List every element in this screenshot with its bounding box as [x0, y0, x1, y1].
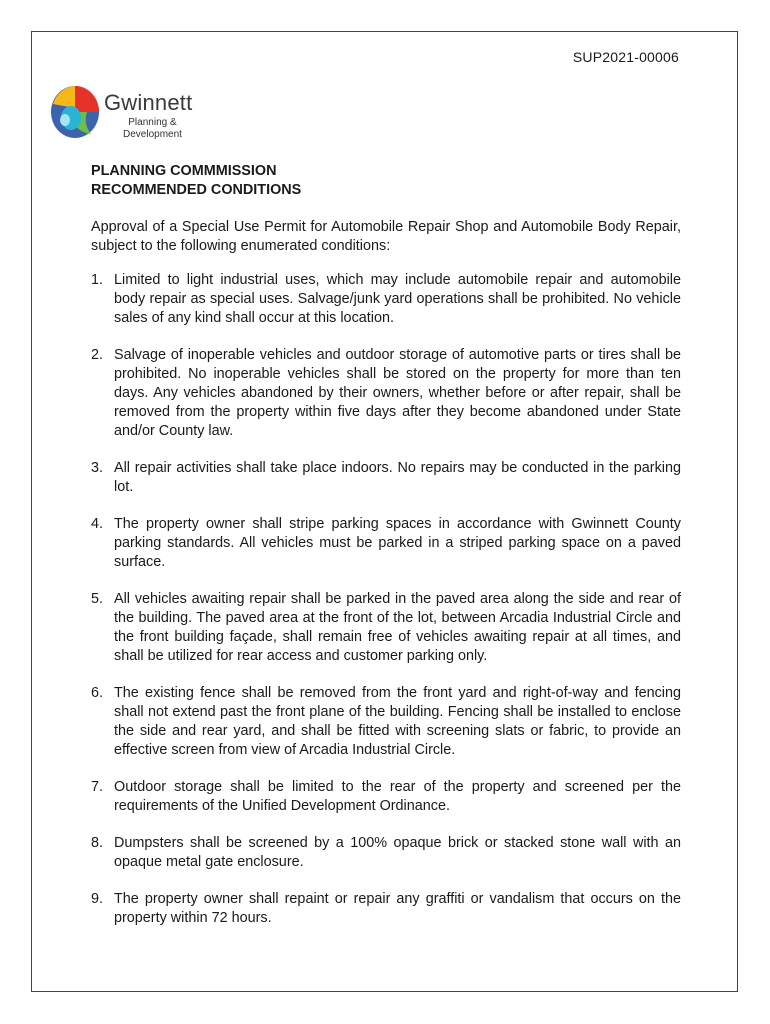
condition-number: 3. — [91, 460, 104, 476]
logo-name: Gwinnett — [104, 90, 193, 115]
condition-text: All vehicles awaiting repair shall be parked in the paved area along the side and rear of the building. The paved area at the front of the lot, between Arcadia Industrial Circle and the front building façade, shall remain free of vehicles awaiting repair at all times, and shall be utilized for rear access and customer parking only. — [114, 591, 681, 664]
condition-item — [91, 346, 681, 441]
logo-subtitle-line2: Development — [123, 129, 182, 140]
condition-number: 7. — [91, 779, 104, 795]
condition-number: 1. — [91, 272, 104, 288]
document-page — [31, 31, 738, 992]
document-body — [91, 162, 681, 946]
condition-text: All repair activities shall take place indoors. No repairs may be conducted in the parking lot. — [114, 460, 681, 495]
condition-text: Outdoor storage shall be limited to the rear of the property and screened per the requirements of the Unified Development Ordinance. — [114, 779, 681, 814]
condition-item — [91, 890, 681, 928]
case-number: SUP2021-00006 — [572, 49, 679, 65]
gwinnett-logo-icon — [49, 84, 101, 140]
heading-line2: RECOMMENDED CONDITIONS — [91, 182, 302, 198]
conditions-list — [91, 271, 681, 928]
gwinnett-logo — [49, 84, 209, 144]
condition-item — [91, 271, 681, 328]
condition-item — [91, 459, 681, 497]
condition-number: 2. — [91, 347, 104, 363]
condition-text: The property owner shall stripe parking spaces in accordance with Gwinnett County parking standards. All vehicles must be parked in a striped parking space on a paved surface. — [114, 516, 681, 570]
condition-number: 4. — [91, 516, 104, 532]
condition-number: 8. — [91, 835, 104, 851]
logo-subtitle-line1: Planning & — [128, 117, 177, 128]
intro-paragraph: Approval of a Special Use Permit for Automobile Repair Shop and Automobile Body Repair, subject to the following enumerated conditions: — [91, 219, 681, 254]
condition-number: 9. — [91, 891, 104, 907]
heading-line1: PLANNING COMMMISSION — [91, 163, 277, 179]
condition-text: Dumpsters shall be screened by a 100% opaque brick or stacked stone wall with an opaque metal gate enclosure. — [114, 835, 681, 870]
condition-text: Salvage of inoperable vehicles and outdoor storage of automotive parts or tires shall be prohibited. No inoperable vehicles shall be stored on the property for more than ten days. Any vehicles abandoned by their owners, whether before or after repair, shall be removed from the property within five days after they become abandoned under State and/or County law. — [114, 347, 681, 439]
condition-item — [91, 590, 681, 666]
condition-number: 5. — [91, 591, 104, 607]
condition-text: The property owner shall repaint or repair any graffiti or vandalism that occurs on the property within 72 hours. — [114, 891, 681, 926]
condition-text: Limited to light industrial uses, which may include automobile repair and automobile body repair as special uses. Salvage/junk yard operations shall be prohibited. No vehicle sales of any kind shall occur at this location. — [114, 272, 681, 326]
condition-item — [91, 778, 681, 816]
condition-item — [91, 515, 681, 572]
condition-text: The existing fence shall be removed from the front yard and right-of-way and fencing shall not extend past the front plane of the building. Fencing shall be installed to enclose the side and rear yard, and shall be fitted with screening slats or fabric, to provide an effective screen from view of Arcadia Industrial Circle. — [114, 685, 681, 758]
condition-number: 6. — [91, 685, 104, 701]
condition-item — [91, 684, 681, 760]
logo-subtitle — [123, 117, 182, 141]
condition-item — [91, 834, 681, 872]
